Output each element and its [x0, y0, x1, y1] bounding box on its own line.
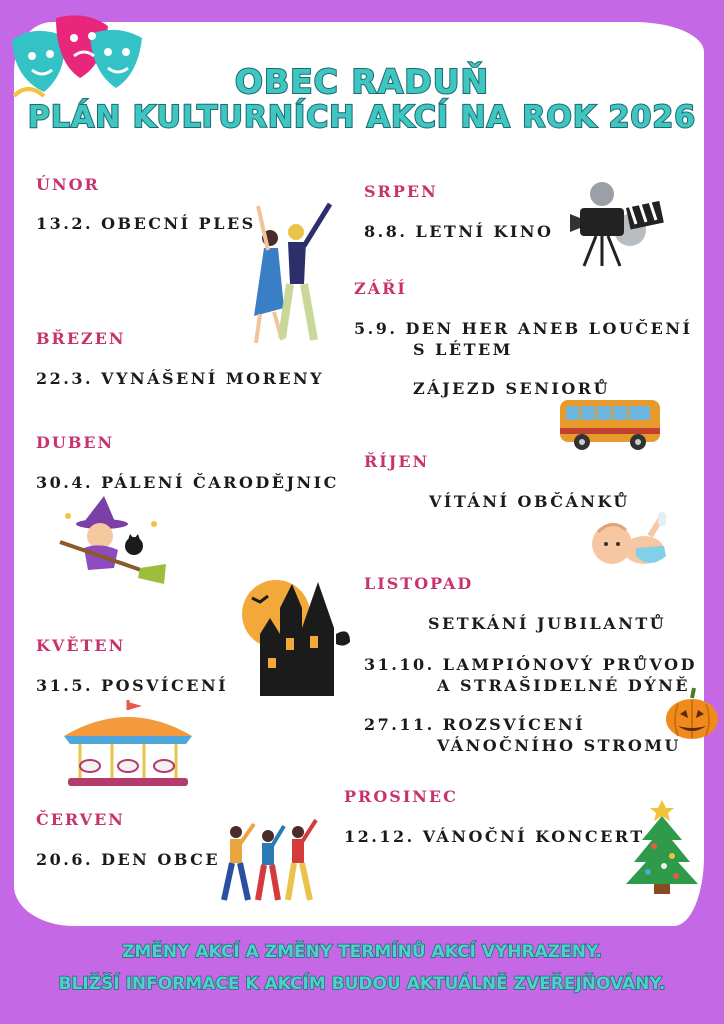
event-carodejnice: 30.4. PÁLENÍ ČARODĚJNIC: [36, 473, 339, 492]
event-kino: 8.8. LETNÍ KINO: [364, 222, 554, 241]
witch-icon: [54, 494, 170, 586]
title-village: OBEC RADUŇ: [234, 62, 490, 101]
event-strom-1: 27.11. ROZSVÍCENÍ: [364, 715, 586, 734]
event-posviceni: 31.5. POSVÍCENÍ: [36, 676, 229, 695]
month-duben: DUBEN: [36, 433, 115, 452]
bus-icon: [558, 396, 662, 454]
dancing-couple-icon: [244, 198, 342, 348]
footer-note-2: BLIŽŠÍ INFORMACE K AKCÍM BUDOU AKTUÁLNĚ ZVEŘEJŇOVÁNY.: [58, 974, 666, 994]
event-vitani: VÍTÁNÍ OBČÁNKŮ: [429, 492, 630, 511]
event-strom-2: VÁNOČNÍHO STROMU: [437, 736, 681, 755]
month-zari: ZÁŘÍ: [354, 279, 407, 298]
month-unor: ÚNOR: [36, 175, 100, 194]
film-camera-icon: [566, 180, 666, 268]
event-den-her-1: 5.9. DEN HER ANEB LOUČENÍ: [354, 319, 693, 338]
month-prosinec: PROSINEC: [344, 787, 458, 806]
month-kveten: KVĚTEN: [36, 636, 126, 655]
dancers-icon: [218, 814, 320, 904]
event-koncert: 12.12. VÁNOČNÍ KONCERT: [344, 827, 645, 846]
haunted-house-icon: [240, 578, 356, 698]
month-rijen: ŘÍJEN: [364, 452, 430, 471]
baby-icon: [590, 510, 674, 574]
footer-note-1: ZMĚNY AKCÍ A ZMĚNY TERMÍNŮ AKCÍ VYHRAZENY.: [122, 942, 602, 962]
event-morena: 22.3. VYNÁŠENÍ MORENY: [36, 369, 325, 388]
event-lampiony-1: 31.10. LAMPIÓNOVÝ PRŮVOD: [364, 655, 697, 674]
event-ples: 13.2. OBECNÍ PLES: [36, 214, 256, 233]
month-listopad: LISTOPAD: [364, 574, 474, 593]
month-srpen: SRPEN: [364, 182, 438, 201]
event-den-obce: 20.6. DEN OBCE: [36, 850, 221, 869]
event-jubilanti: SETKÁNÍ JUBILANTŮ: [428, 614, 667, 633]
month-brezen: BŘEZEN: [36, 329, 126, 348]
month-cerven: ČERVEN: [36, 810, 125, 829]
title-plan: PLÁN KULTURNÍCH AKCÍ NA ROK 2026: [27, 100, 697, 135]
event-den-her-2: S LÉTEM: [413, 340, 513, 359]
event-lampiony-2: A STRAŠIDELNÉ DÝNĚ: [437, 676, 691, 695]
carousel-icon: [60, 696, 196, 792]
event-senior: ZÁJEZD SENIORŮ: [413, 379, 611, 398]
christmas-tree-icon: [620, 796, 704, 896]
pumpkin-icon: [664, 686, 720, 742]
